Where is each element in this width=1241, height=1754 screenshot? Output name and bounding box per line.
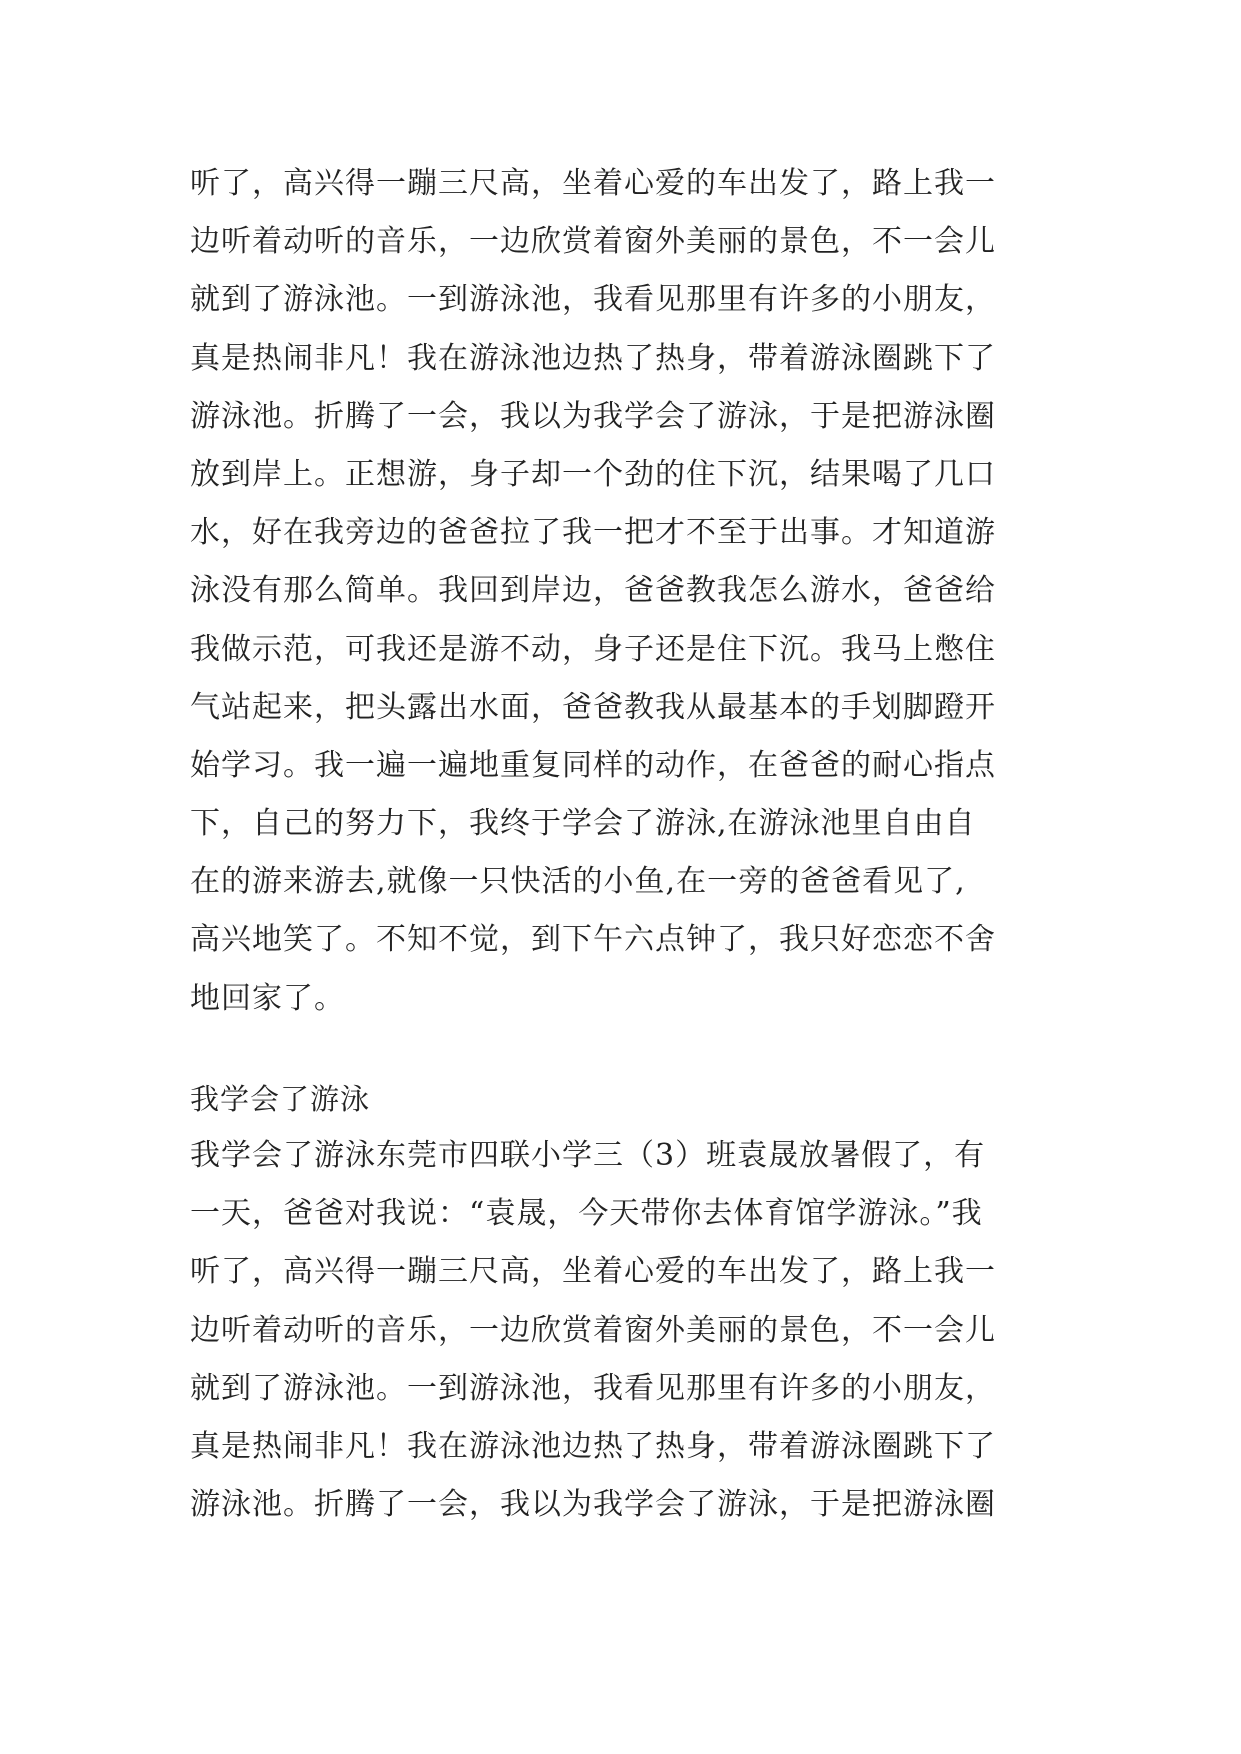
- text-line: 就到了游泳池。一到游泳池，我看见那里有许多的小朋友，: [190, 1370, 996, 1406]
- text-line: 下，自己的努力下，我终于学会了游泳,在游泳池里自由自: [190, 806, 976, 842]
- text-line: 游泳池。折腾了一会，我以为我学会了游泳，于是把游泳圈: [190, 1487, 996, 1523]
- essay-title: 我学会了游泳: [190, 1082, 371, 1116]
- text-line: 我学会了游泳东莞市四联小学三（3）班袁晟放暑假了，有: [190, 1138, 986, 1173]
- text-line: 气站起来，把头露出水面，爸爸教我从最基本的手划脚蹬开: [190, 689, 996, 725]
- paragraph-essay: [190, 1127, 1070, 1534]
- text-line: 听了，高兴得一蹦三尺高，坐着心爱的车出发了，路上我一: [190, 166, 996, 201]
- text-line: 在的游来游去,就像一只快活的小鱼,在一旁的爸爸看见了,: [190, 864, 966, 900]
- text-line: 边听着动听的音乐，一边欣赏着窗外美丽的景色，不一会儿: [190, 1312, 996, 1348]
- text-line: 游泳池。折腾了一会，我以为我学会了游泳，于是把游泳圈: [190, 398, 996, 434]
- text-line: 水，好在我旁边的爸爸拉了我一把才不至于出事。才知道游: [190, 515, 996, 551]
- text-line: 听了，高兴得一蹦三尺高，坐着心爱的车出发了，路上我一: [190, 1254, 996, 1290]
- text-line: 我做示范，可我还是游不动，身子还是住下沉。我马上憋住: [190, 631, 996, 667]
- text-line: 真是热闹非凡！我在游泳池边热了热身，带着游泳圈跳下了: [190, 1428, 996, 1464]
- text-line: 高兴地笑了。不知不觉，到下午六点钟了，我只好恋恋不舍: [190, 922, 996, 958]
- text-line: 就到了游泳池。一到游泳池，我看见那里有许多的小朋友，: [190, 282, 996, 318]
- text-line: 始学习。我一遍一遍地重复同样的动作，在爸爸的耐心指点: [190, 747, 996, 783]
- text-line: 一天，爸爸对我说：“袁晟，今天带你去体育馆学游泳。”我: [190, 1196, 983, 1232]
- text-line: 地回家了。: [190, 980, 345, 1016]
- text-line: 泳没有那么简单。我回到岸边，爸爸教我怎么游水，爸爸给: [190, 573, 996, 609]
- text-line: 边听着动听的音乐，一边欣赏着窗外美丽的景色，不一会儿: [190, 224, 996, 260]
- text-line: 放到岸上。正想游，身子却一个劲的住下沉，结果喝了几口: [190, 456, 996, 492]
- paragraph-continued: [190, 155, 1070, 1028]
- text-line: 真是热闹非凡！我在游泳池边热了热身，带着游泳圈跳下了: [190, 340, 996, 376]
- essay-title-block: [190, 1070, 1070, 1128]
